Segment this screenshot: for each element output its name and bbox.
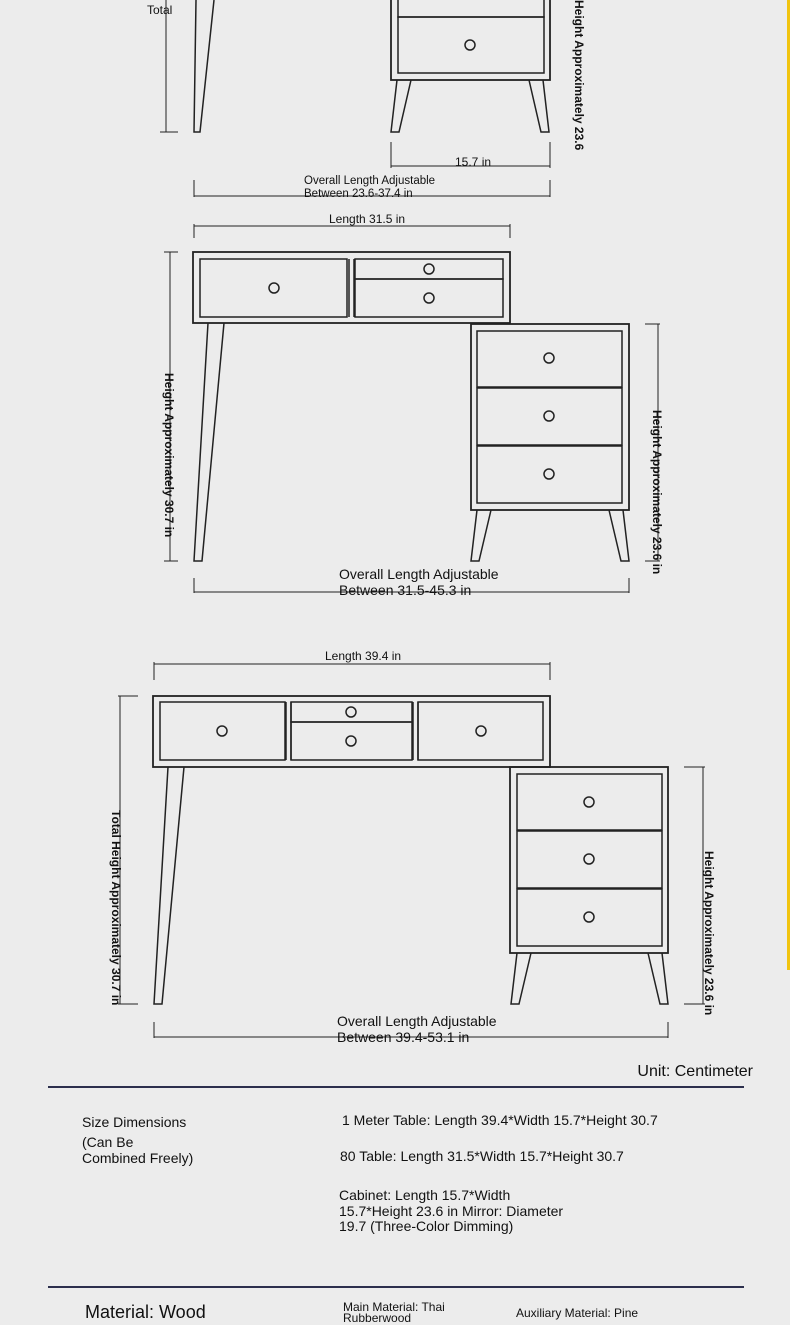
divider [48, 1286, 744, 1288]
size-title-line1: Size Dimensions [82, 1114, 187, 1130]
top-cabinet-width-label: 15.7 in [455, 155, 492, 169]
spec-row-2: 80 Table: Length 31.5*Width 15.7*Height 30.7 [340, 1148, 624, 1164]
main-material-line2: Rubberwood [343, 1311, 412, 1325]
total-label: Total [147, 3, 173, 17]
bottom-overall-label-line2: Between 39.4-53.1 in [337, 1029, 470, 1045]
middle-desk-height-label: Height Approximately 30.7 in [162, 373, 176, 538]
middle-overall-label-line1: Overall Length Adjustable [339, 566, 499, 582]
spec-row-3-line3: 19.7 (Three-Color Dimming) [339, 1218, 514, 1234]
middle-length-label: Length 31.5 in [329, 212, 406, 226]
bottom-desk-height-label: Total Height Approximately 30.7 in [109, 810, 123, 1006]
size-title-line3: Combined Freely) [82, 1150, 194, 1166]
main-material-line1: Main Material: Thai [343, 1300, 445, 1314]
unit-label: Unit: Centimeter [637, 1063, 753, 1080]
middle-cabinet-height-label: Height Approximately 23.6 in [650, 410, 664, 575]
top-overall-label-line2: Between 23.6-37.4 in [304, 188, 413, 200]
aux-material: Auxiliary Material: Pine [516, 1306, 639, 1320]
size-title-line2: (Can Be [82, 1134, 134, 1150]
middle-view-drawing [164, 224, 660, 593]
divider [48, 1086, 744, 1088]
bottom-overall-label-line1: Overall Length Adjustable [337, 1013, 497, 1029]
bottom-view-drawing [118, 662, 705, 1038]
spec-row-1: 1 Meter Table: Length 39.4*Width 15.7*Height 30.7 [342, 1112, 658, 1128]
bottom-cabinet-height-label: Height Approximately 23.6 in [702, 851, 716, 1016]
middle-overall-label-line2: Between 31.5-45.3 in [339, 582, 472, 598]
top-cabinet-height-label: Height Approximately 23.6 [572, 0, 586, 151]
spec-row-3-line2: 15.7*Height 23.6 in Mirror: Diameter [339, 1203, 564, 1219]
bottom-length-label: Length 39.4 in [325, 649, 402, 663]
spec-row-3-line1: Cabinet: Length 15.7*Width [339, 1187, 511, 1203]
material-title: Material: Wood [85, 1302, 206, 1322]
top-view-drawing [160, 0, 550, 197]
top-overall-label-line1: Overall Length Adjustable [304, 175, 436, 187]
